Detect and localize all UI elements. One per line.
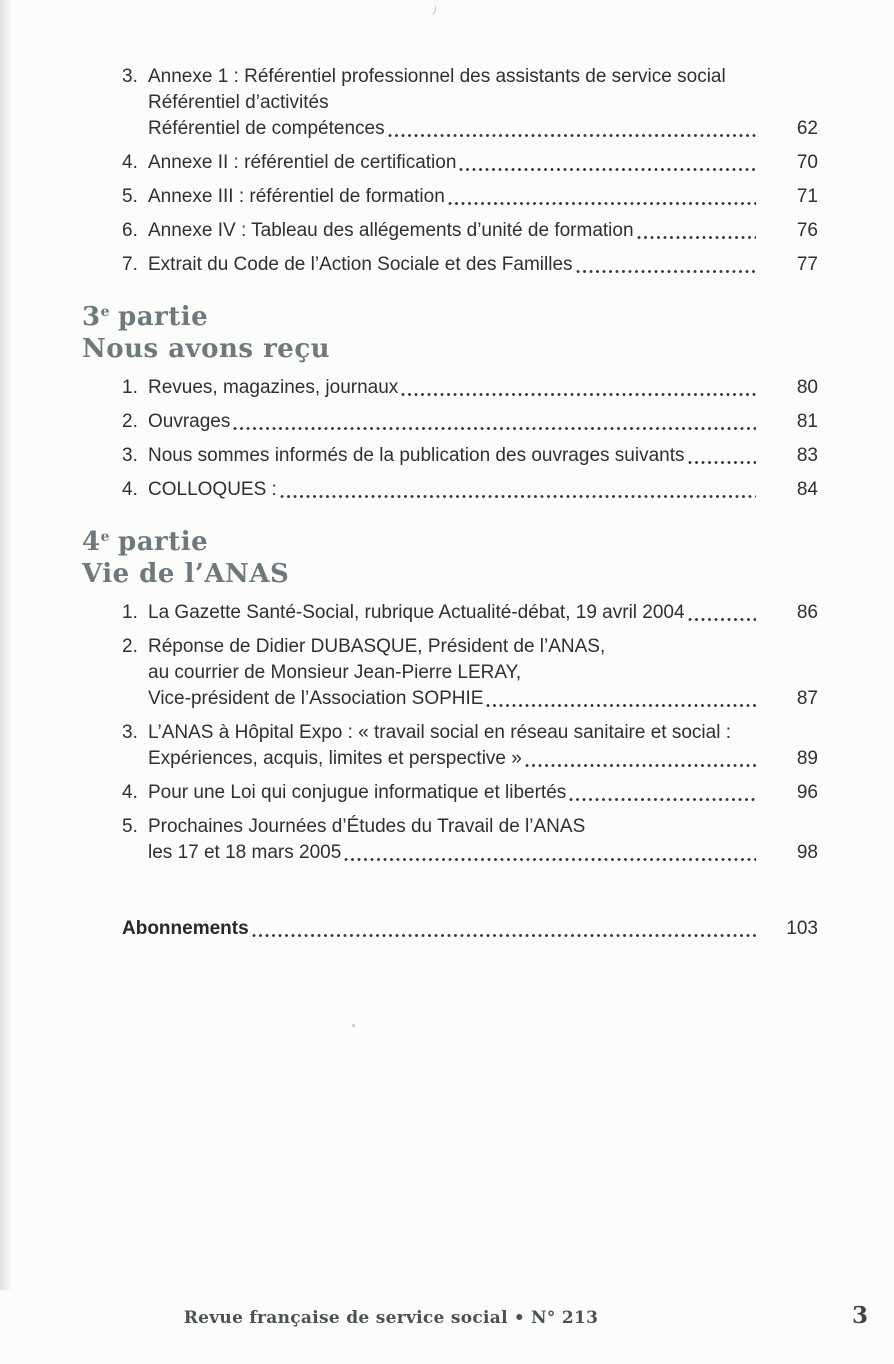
section-part-number: 4 bbox=[82, 527, 101, 557]
toc-line bbox=[122, 634, 818, 660]
toc-entry bbox=[122, 252, 818, 278]
dot-leader bbox=[401, 392, 756, 397]
toc-item-text: les 17 et 18 mars 2005 bbox=[148, 842, 342, 863]
toc-item-number: 1. bbox=[122, 377, 138, 398]
footer-issue-number: N° 213 bbox=[531, 1308, 599, 1328]
toc-item-number: 3. bbox=[122, 66, 138, 87]
toc-line bbox=[122, 916, 818, 942]
dot-leader bbox=[388, 133, 756, 138]
toc-line bbox=[122, 814, 818, 840]
toc-item-text: Annexe 1 : Référentiel professionnel des assistants de service social bbox=[148, 66, 726, 87]
toc-item-number: 6. bbox=[122, 220, 138, 241]
toc-item-number: 4. bbox=[122, 152, 138, 173]
toc-page-number: 77 bbox=[796, 254, 818, 275]
toc-entry bbox=[122, 814, 818, 866]
toc-line bbox=[122, 116, 818, 142]
abonnements-label: Abonnements bbox=[122, 918, 249, 939]
toc-line bbox=[122, 184, 818, 210]
toc-item-text: La Gazette Santé-Social, rubrique Actualité-débat, 19 avril 2004 bbox=[148, 602, 685, 623]
toc-item-text: Annexe III : référentiel de formation bbox=[148, 186, 445, 207]
abonnements-entry bbox=[122, 916, 818, 942]
toc-line bbox=[122, 218, 818, 244]
toc-entry bbox=[122, 634, 818, 712]
toc-item-text: Annexe II : référentiel de certification bbox=[148, 152, 457, 173]
toc-item-text: Pour une Loi qui conjugue informatique et libertés bbox=[148, 782, 567, 803]
toc-item-text: Référentiel de compétences bbox=[148, 118, 385, 139]
toc-item-text: au courrier de Monsieur Jean-Pierre LERAY, bbox=[148, 662, 522, 683]
footer-page-number: 3 bbox=[851, 1302, 868, 1329]
toc-page-number: 87 bbox=[796, 688, 818, 709]
toc-page-number: 62 bbox=[796, 118, 818, 139]
toc-section-4e-partie bbox=[82, 521, 818, 866]
dot-leader bbox=[688, 460, 757, 465]
section-part-word: partie bbox=[118, 527, 209, 557]
toc-page-number: 80 bbox=[796, 377, 818, 398]
toc-line bbox=[122, 840, 818, 866]
toc-line bbox=[122, 686, 818, 712]
toc-section-annexes bbox=[122, 64, 818, 278]
section-heading bbox=[82, 296, 818, 365]
dot-leader bbox=[637, 235, 756, 240]
dot-leader bbox=[459, 167, 756, 172]
toc-line bbox=[122, 780, 818, 806]
section-heading-part-line bbox=[82, 521, 818, 558]
dot-leader bbox=[448, 201, 756, 206]
toc-line bbox=[122, 443, 818, 469]
dot-leader bbox=[688, 617, 756, 622]
toc-item-number: 5. bbox=[122, 186, 138, 207]
toc-line bbox=[122, 150, 818, 176]
section-heading-part-line bbox=[82, 296, 818, 333]
toc-item-text: Ouvrages bbox=[148, 411, 231, 432]
toc-page-number: 89 bbox=[796, 748, 818, 769]
toc-page-number: 98 bbox=[796, 842, 818, 863]
toc-entry bbox=[122, 64, 818, 142]
toc-item-number: 4. bbox=[122, 479, 138, 500]
toc-page-number: 84 bbox=[796, 479, 818, 500]
toc-entry bbox=[122, 780, 818, 806]
dot-leader bbox=[280, 494, 756, 499]
toc-item-text: Extrait du Code de l’Action Sociale et des Familles bbox=[148, 254, 573, 275]
section-part-word: partie bbox=[118, 302, 209, 332]
toc-item-number: 3. bbox=[122, 722, 138, 743]
footer-journal-title: Revue française de service social bbox=[183, 1308, 508, 1328]
toc-entry bbox=[122, 477, 818, 503]
toc-item-number: 2. bbox=[122, 636, 138, 657]
section-part-ordinal: e bbox=[100, 304, 111, 320]
toc-line bbox=[122, 720, 818, 746]
toc-item-text: Annexe IV : Tableau des allégements d’unité de formation bbox=[148, 220, 634, 241]
toc-item-text: Prochaines Journées d’Études du Travail de l’ANAS bbox=[148, 816, 586, 837]
toc-page-number: 83 bbox=[796, 445, 818, 466]
toc-page-number: 70 bbox=[796, 152, 818, 173]
scan-artifact-mark bbox=[426, 3, 437, 16]
toc-entry bbox=[122, 375, 818, 401]
toc-page-number: 103 bbox=[786, 918, 818, 939]
toc-item-text: L’ANAS à Hôpital Expo : « travail social en réseau sanitaire et social : bbox=[148, 722, 731, 743]
toc-item-number: 1. bbox=[122, 602, 138, 623]
toc-line bbox=[122, 477, 818, 503]
section-heading-title: Nous avons reçu bbox=[82, 334, 331, 364]
table-of-contents bbox=[82, 64, 818, 950]
toc-item-number: 5. bbox=[122, 816, 138, 837]
toc-entry bbox=[122, 184, 818, 210]
section-heading bbox=[82, 521, 818, 590]
toc-line bbox=[122, 90, 818, 116]
toc-entry bbox=[122, 443, 818, 469]
dot-leader bbox=[252, 933, 756, 938]
toc-item-text: Vice-président de l’Association SOPHIE bbox=[148, 688, 484, 709]
toc-item-text: Réponse de Didier DUBASQUE, Président de l’ANAS, bbox=[148, 636, 606, 657]
dot-leader bbox=[233, 426, 756, 431]
toc-line bbox=[122, 746, 818, 772]
toc-line bbox=[122, 660, 818, 686]
toc-entry bbox=[122, 409, 818, 435]
toc-item-text: Revues, magazines, journaux bbox=[148, 377, 399, 398]
toc-entry bbox=[122, 600, 818, 626]
footer-bullet: • bbox=[513, 1308, 526, 1328]
page-footer bbox=[0, 1308, 894, 1328]
toc-item-text: Référentiel d’activités bbox=[148, 92, 329, 113]
dot-leader bbox=[525, 763, 756, 768]
dot-leader bbox=[344, 857, 756, 862]
toc-item-number: 7. bbox=[122, 254, 138, 275]
section-part-number: 3 bbox=[82, 302, 101, 332]
toc-line bbox=[122, 600, 818, 626]
toc-item-number: 2. bbox=[122, 411, 138, 432]
toc-entry bbox=[122, 150, 818, 176]
toc-entry bbox=[122, 720, 818, 772]
toc-item-number: 4. bbox=[122, 782, 138, 803]
scan-left-edge-shadow bbox=[0, 0, 12, 1290]
section-part-ordinal: e bbox=[100, 529, 111, 545]
toc-item-text: Nous sommes informés de la publication des ouvrages suivants bbox=[148, 445, 685, 466]
scan-speck bbox=[352, 1024, 355, 1027]
toc-entry bbox=[122, 218, 818, 244]
toc-line bbox=[122, 375, 818, 401]
dot-leader bbox=[569, 797, 756, 802]
toc-page-number: 81 bbox=[796, 411, 818, 432]
toc-page-number: 71 bbox=[796, 186, 818, 207]
toc-line bbox=[122, 64, 818, 90]
toc-page-number: 76 bbox=[796, 220, 818, 241]
toc-section-3e-partie bbox=[82, 296, 818, 503]
toc-item-text: Expériences, acquis, limites et perspective » bbox=[148, 748, 522, 769]
toc-item-number: 3. bbox=[122, 445, 138, 466]
section-heading-title: Vie de l’ANAS bbox=[82, 559, 290, 589]
toc-line bbox=[122, 409, 818, 435]
toc-page-number: 96 bbox=[796, 782, 818, 803]
toc-line bbox=[122, 252, 818, 278]
dot-leader bbox=[576, 269, 756, 274]
dot-leader bbox=[486, 703, 756, 708]
toc-item-text: COLLOQUES : bbox=[148, 479, 277, 500]
toc-page-number: 86 bbox=[796, 602, 818, 623]
